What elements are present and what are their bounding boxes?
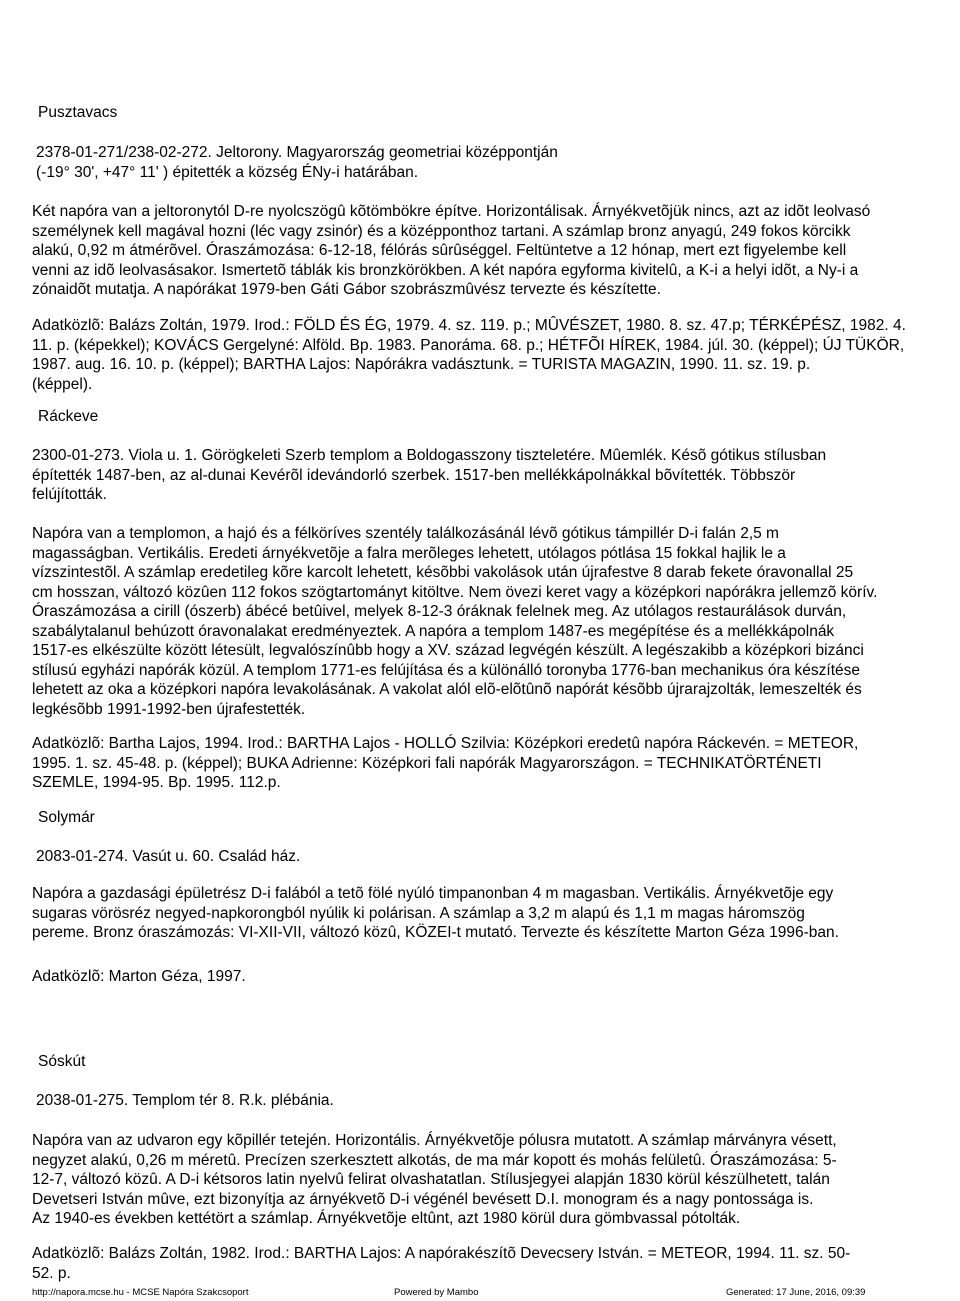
text-line: felújították. [32, 486, 107, 503]
record-id-paragraph [36, 1091, 946, 1111]
text-line: 2300-01-273. Viola u. 1. Görögkeleti Szerb templom a Boldogasszony tiszteletére. Mûemlék. Késõ gótikus stílusban [32, 447, 827, 464]
text-line: Adatközlõ: Marton Géza, 1997. [32, 968, 246, 985]
text-line: zónaidõt mutatja. A napórákat 1979-ben Gáti Gábor szobrászmûvész tervezte és készítette. [32, 281, 661, 298]
text-line: negyzet alakú, 0,26 m méretû. Precízen szerkesztett alkotás, de ma már kopott és mohás felületû. Óraszámozása: 5- [32, 1151, 837, 1169]
text-paragraph [32, 316, 942, 394]
text-line: venni az idõ leolvasásakor. Ismertetõ táblák kis bronzkörökben. A két napóra egyforma kivitelû, a K-i a helyi idõt, a Ny-i a [32, 261, 859, 279]
footer-site-link[interactable]: http://napora.mcse.hu - MCSE Napóra Szakcsoport [32, 1287, 249, 1298]
text-line: építették 1487-ben, az al-dunai Kevérõl idevándorló szerbek. 1517-ben mellékkápolnákkal bõvítették. Többször [32, 466, 796, 484]
text-paragraph [32, 967, 942, 987]
text-line: Adatközlõ: Balázs Zoltán, 1982. Irod.: BARTHA Lajos: A napórakészítõ Devecsery István. = METEOR, 1994. 11. sz. 50- [32, 1245, 851, 1262]
place-heading: Ráckeve [38, 408, 99, 425]
text-line: legkésõbb 1991-1992-ben újrafestették. [32, 700, 306, 718]
text-paragraph [32, 1131, 942, 1229]
text-line: Napóra a gazdasági épületrész D-i falából a tetõ fölé nyúló timpanonban 4 m magasban. Vertikális. Árnyékvetõje egy [32, 885, 834, 902]
text-line: 1517-es elkészülte között létesült, legvalószínûbb hogy a XV. század legvégén készült. A legészakibb a középkori bizánci [32, 642, 864, 659]
text-line: alakú, 0,92 m átmérõvel. Óraszámozása: 6-12-18, félórás sûrûséggel. Feltüntetve a 12 hónap, mert ezt figyelembe kell [32, 242, 847, 259]
text-paragraph [32, 884, 942, 943]
text-paragraph [32, 734, 942, 793]
text-line: 11. p. (képekkel); KOVÁCS Gergelyné: Alföld. Bp. 1983. Panoráma. 68. p.; HÉTFÕI HÍREK, 1984. júl. 30. (képpel); ÚJ TÜKÖR, [32, 336, 905, 354]
text-line: lehetett az oka a középkori napóra levakolásának. A vakolat alól elõ-elõtûnõ napórát késõbb újrarajzolták, lemeszelték és [32, 681, 862, 698]
text-line: Óraszámozása a cirill (ószerb) ábécé betûivel, melyek 8-12-3 óráknak felelnek meg. Az utólagos restaurálások durván, [32, 603, 847, 620]
text-line: 2038-01-275. Templom tér 8. R.k. plébánia. [36, 1092, 334, 1109]
text-line: 1987. aug. 16. 10. p. (képpel); BARTHA Lajos: Napórákra vadásztunk. = TURISTA MAGAZIN, 1990. 11. sz. 19. p. [32, 356, 811, 373]
text-line: szabálytalanul behúzott óravonalakat eredményeztek. A napóra a templom 1487-es megépítése és a mellékkápolnák [32, 622, 835, 640]
place-heading: Sóskút [38, 1053, 86, 1070]
text-line: (képpel). [32, 375, 93, 393]
text-line: magasságban. Vertikális. Eredeti árnyékvetõje a falra merõleges lehetett, utólagos pótlása 15 fokkal hajlik le a [32, 544, 786, 562]
text-line: Devetseri István mûve, ezt bizonyítja az árnyékvetõ D-i végénél bevésett D.I. monogram és a nagy pontossága is. [32, 1190, 814, 1208]
text-line: Napóra van az udvaron egy kõpillér tetején. Horizontális. Árnyékvetõje pólusra mutatott. A számlap márványra vésett, [32, 1132, 837, 1149]
text-line: 52. p. [32, 1264, 71, 1282]
text-line: (-19° 30', +47° 11' ) épitették a község ÉNy-i határában. [36, 163, 419, 181]
text-line: 1995. 1. sz. 45-48. p. (képpel); BUKA Adrienne: Középkori fali napórák Magyarországon. = TECHNIKATÖRTÉNETI [32, 754, 822, 772]
text-paragraph [32, 524, 942, 719]
text-paragraph [32, 1244, 942, 1283]
footer-generated: Generated: 17 June, 2016, 09:39 [726, 1287, 866, 1298]
text-line: 12-7, változó közû. A D-i kétsoros latin nyelvû felirat olvashatatlan. Stílusjegyei alapján 1830 körül készülhetett, talán [32, 1171, 830, 1188]
record-id-paragraph [36, 847, 946, 867]
text-paragraph [32, 202, 942, 300]
text-line: stílusú egyházi napórák közül. A templom 1771-es felújítása és a különálló toronyba 1776-ban mechanikus óra készítése [32, 661, 861, 679]
text-line: cm hosszan, változó közûen 112 fokos szögtartományt kitöltve. Nem övezi keret vagy a középkori napórákra jellemzõ körív. [32, 583, 878, 601]
text-paragraph [32, 446, 942, 505]
text-line: pereme. Bronz óraszámozás: VI-XII-VII, változó közû, KÖZEI-t mutató. Tervezte és készítette Marton Géza 1996-ban. [32, 924, 839, 941]
place-heading: Pusztavacs [38, 104, 118, 121]
text-line: Két napóra van a jeltoronytól D-re nyolcszögû kõtömbökre építve. Horizontálisak. Árnyékvetõjük nincs, azt az idõt leolvasó [32, 203, 871, 220]
footer-powered-by: Powered by Mambo [394, 1287, 479, 1298]
page-footer [32, 1286, 932, 1300]
text-line: Napóra van a templomon, a hajó és a félköríves szentély találkozásánál lévõ gótikus támpillér D-i falán 2,5 m [32, 525, 779, 542]
text-line: személynek kell magával hozni (léc vagy zsinór) és a középponthoz tartani. A számlap bronz anyagú, 249 fokos körcikk [32, 222, 851, 240]
text-line: Adatközlõ: Bartha Lajos, 1994. Irod.: BARTHA Lajos - HOLLÓ Szilvia: Középkori eredetû napóra Ráckevén. = METEOR, [32, 735, 859, 752]
text-line: SZEMLE, 1994-95. Bp. 1995. 112.p. [32, 774, 281, 791]
text-line: Adatközlõ: Balázs Zoltán, 1979. Irod.: FÖLD ÉS ÉG, 1979. 4. sz. 119. p.; MÛVÉSZET, 1980. 8. sz. 47.p; TÉRKÉPÉSZ, 1982. 4. [32, 317, 906, 334]
text-line: 2083-01-274. Vasút u. 60. Család ház. [36, 848, 301, 865]
place-heading: Solymár [38, 809, 95, 826]
text-line: sugaras vörösréz negyed-napkorongból nyúlik ki polárisan. A számlap a 3,2 m alapú és 1,1 m magas háromszög [32, 904, 805, 922]
text-line: Az 1940-es években kettétört a számlap. Árnyékvetõje eltûnt, azt 1980 körül dura gömbvassal pótolták. [32, 1210, 741, 1227]
record-id-paragraph [36, 143, 946, 182]
text-line: vízszintestõl. A számlap eredetileg kõre karcolt lehetett, késõbbi vakolások után újrafestve 8 darab fekete óravonallal 25 [32, 564, 854, 581]
text-line: 2378-01-271/238-02-272. Jeltorony. Magyarország geometriai középpontján [36, 144, 558, 161]
